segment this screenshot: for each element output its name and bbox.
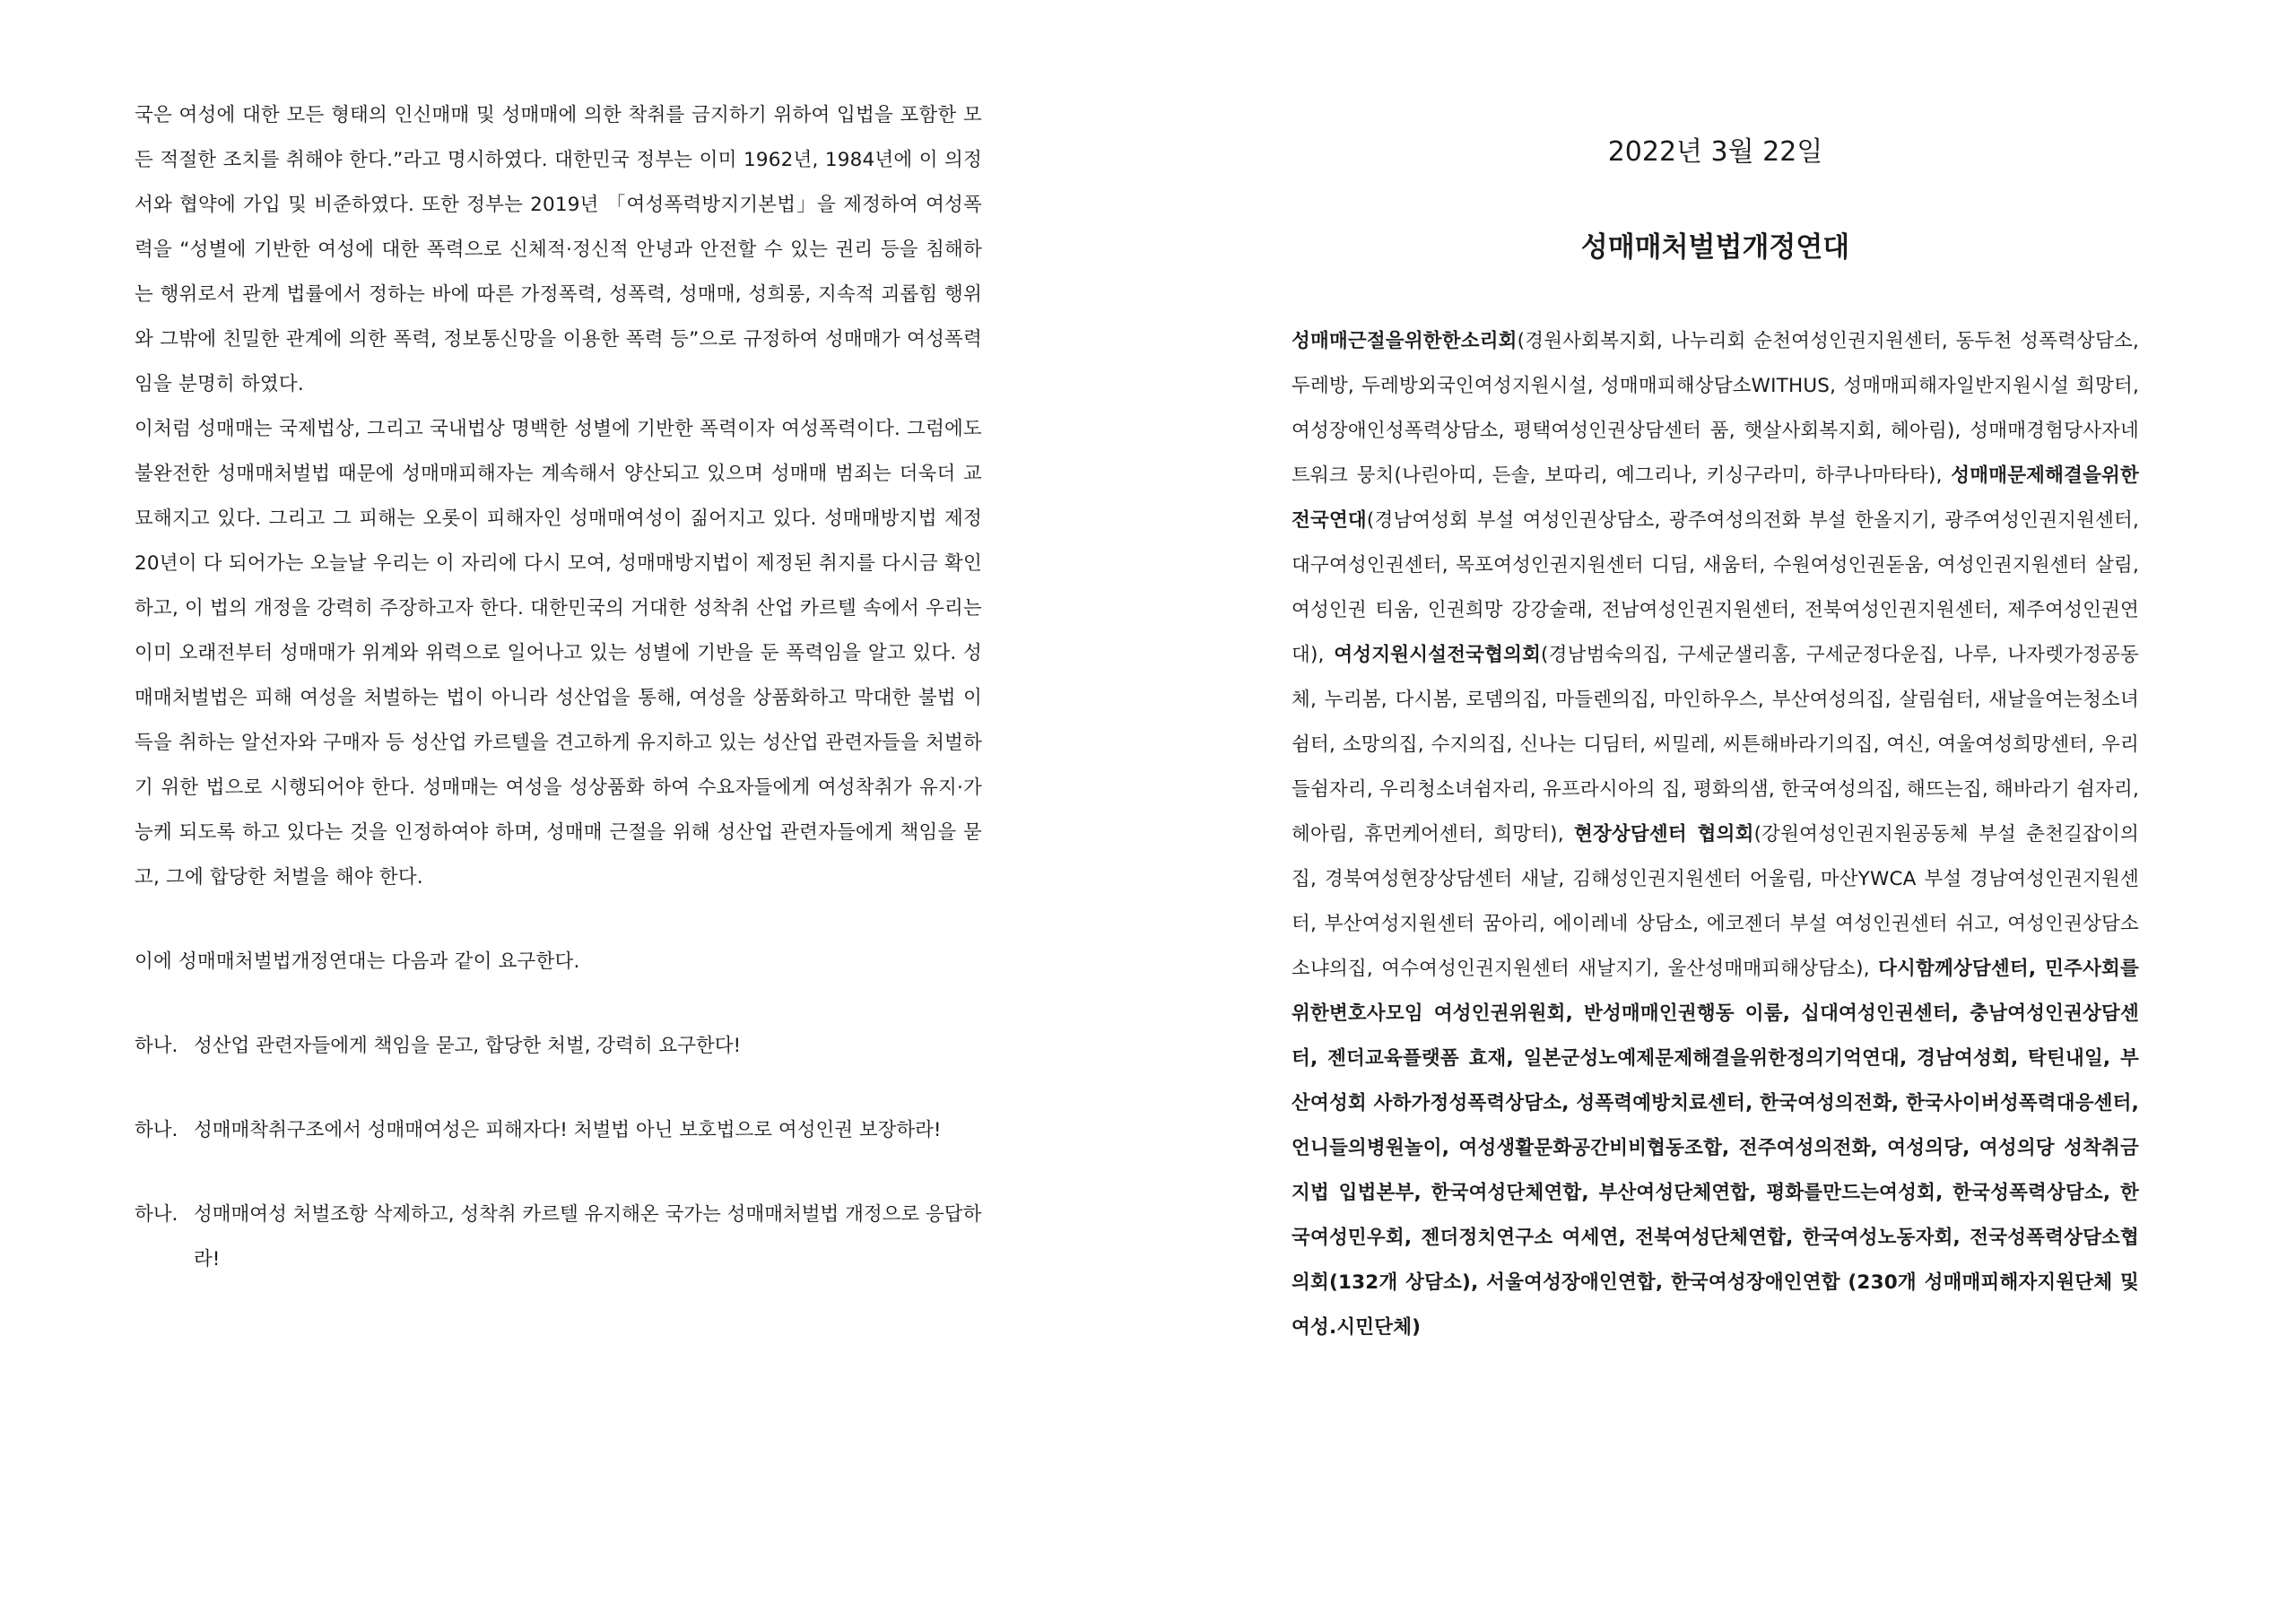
coalition-group-name: 여성지원시설전국협의회 [1334, 644, 1542, 666]
demand-label: 하나. [135, 1035, 178, 1057]
demand-item-1 [135, 1024, 982, 1069]
body-paragraph-2: 이처럼 성매매는 국제법상, 그리고 국내법상 명백한 성별에 기반한 폭력이자 여성폭력이다. 그럼에도 불완전한 성매매처벌법 때문에 성매매피해자는 계속해서 양산되고 있으며 성매매 범죄는 더욱더 교묘해지고 있다. 그리고 그 피해는 오롯이 피해자인 성매매여성이 짊어지고 있다. 성매매방지법 제정 20년이 다 되어가는 오늘날 우리는 이 자리에 다시 모여, 성매매방지법이 제정된 취지를 다시금 확인하고, 이 법의 개정을 강력히 주장하고자 한다. 대한민국의 거대한 성착취 산업 카르텔 속에서 우리는 이미 오래전부터 성매매가 위계와 위력으로 일어나고 있는 성별에 기반을 둔 폭력임을 알고 있다. 성매매처벌법은 피해 여성을 처벌하는 법이 아니라 성산업을 통해, 여성을 상품화하고 막대한 불법 이득을 취하는 알선자와 구매자 등 성산업 카르텔을 견고하게 유지하고 있는 성산업 관련자들을 처벌하기 위한 법으로 시행되어야 한다. 성매매는 여성을 성상품화 하여 수요자들에게 여성착취가 유지·가능케 되도록 하고 있다는 것을 인정하여야 하며, 성매매 근절을 위해 성산업 관련자들에게 책임을 묻고, 그에 합당한 처벌을 해야 한다. [135, 418, 982, 889]
demand-text: 성매매착취구조에서 성매매여성은 피해자다! 처벌법 아닌 보호법으로 여성인권 보장하라! [194, 1119, 942, 1141]
paragraph-gap [135, 1069, 982, 1108]
organization-title: 성매매처벌법개정연대 [1580, 231, 1850, 264]
paragraph-gap [135, 984, 982, 1024]
coalition-group-members: (경원사회복지회, 나누리회 순천여성인권지원센터, 동두천 성폭력상담소, 두레방, 두레방외국인여성지원시설, 성매매피해상담소WITHUS, 성매매피해자일반지원시설 희망터, 여성장애인성폭력상담소, 평택여성인권상담센터 품, 햇살사회복지회, 헤아림), 성매매경험당사자네트워크 뭉치(나린아띠, 든솔, 보따리, 예그리나, 키싱구라미, 하쿠나마타타), [1292, 330, 2139, 487]
body-paragraph-1: 국은 여성에 대한 모든 형태의 인신매매 및 성매매에 의한 착취를 금지하기 위하여 입법을 포함한 모든 적절한 조치를 취해야 한다.”라고 명시하였다. 대한민국 정부는 이미 1962년, 1984년에 이 의정서와 협약에 가입 및 비준하였다. 또한 정부는 2019년 「여성폭력방지기본법」을 제정하여 여성폭력을 “성별에 기반한 여성에 대한 폭력으로 신체적·정신적 안녕과 안전할 수 있는 권리 등을 침해하는 행위로서 관계 법률에서 정하는 바에 따른 가정폭력, 성폭력, 성매매, 성희롱, 지속적 괴롭힘 행위와 그밖에 친밀한 관계에 의한 폭력, 정보통신망을 이용한 폭력 등”으로 규정하여 성매매가 여성폭력임을 분명히 하였다. [135, 104, 982, 395]
paragraph-gap [135, 900, 982, 940]
coalition-group-members: (경남범숙의집, 구세군샐리홈, 구세군정다운집, 나루, 나자렛가정공동체, 누리봄, 다시봄, 로뎀의집, 마들렌의집, 마인하우스, 부산여성의집, 살림쉼터, 새날을여는청소녀쉼터, 소망의집, 수지의집, 신나는 디딤터, 씨밀레, 씨튼해바라기의집, 여신, 여울여성희망센터, 우리들쉼자리, 우리청소녀쉼자리, 유프라시아의 집, 평화의샘, 한국여성의집, 해뜨는집, 해바라기 쉼자리, 헤아림, 휴먼케어센터, 희망터), [1292, 644, 2139, 846]
coalition-group-members: (경남여성회 부설 여성인권상담소, 광주여성의전화 부설 한올지기, 광주여성인권지원센터, 대구여성인권센터, 목포여성인권지원센터 디딤, 새움터, 수원여성인권돋움, 여성인권지원센터 살림, 여성인권 티움, 인권희망 강강술래, 전남여성인권지원센터, 전북여성인권지원센터, 제주여성인권연대), [1292, 509, 2139, 666]
coalition-group-name: 성매매근절을위한한소리회 [1292, 330, 1518, 352]
left-page [135, 93, 982, 1282]
demand-text: 성산업 관련자들에게 책임을 묻고, 합당한 처벌, 강력히 요구한다! [194, 1035, 742, 1057]
statement-date: 2022년 3월 22일 [1607, 136, 1823, 168]
coalition-member-list [1292, 319, 2139, 1350]
demand-label: 하나. [135, 1119, 178, 1141]
demand-label: 하나. [135, 1203, 178, 1226]
coalition-group-name: 성매매문제해결을위한전국연대 [1292, 464, 2139, 532]
coalition-group-members: (강원여성인권지원공동체 부설 춘천길잡이의집, 경북여성현장상담센터 새날, 김해성인권지원센터 어울림, 마산YWCA 부설 경남여성인권지원센터, 부산여성지원센터 꿈아리, 에이레네 상담소, 에코젠더 부설 여성인권센터 쉬고, 여성인권상담소 소냐의집, 여수여성인권지원센터 새날지기, 울산성매매피해상담소), [1292, 823, 2139, 980]
coalition-group-name: 현장상담센터 협의회 [1573, 823, 1754, 846]
right-page [1292, 134, 2139, 1350]
paragraph-gap [135, 1153, 982, 1193]
coalition-other-orgs: 다시함께상담센터, 민주사회를위한변호사모임 여성인권위원회, 반성매매인권행동 이룸, 십대여성인권센터, 충남여성인권상담센터, 젠더교육플랫폼 효재, 일본군성노예제문제해결을위한정의기억연대, 경남여성회, 탁틴내일, 부산여성회 사하가정성폭력상담소, 성폭력예방치료센터, 한국여성의전화, 한국사이버성폭력대응센터, 언니들의병원놀이, 여성생활문화공간비비협동조합, 전주여성의전화, 여성의당, 여성의당 성착취금지법 입법본부, 한국여성단체연합, 부산여성단체연합, 평화를만드는여성회, 한국성폭력상담소, 한국여성민우회, 젠더정치연구소 여세연, 전북여성단체연합, 한국여성노동자회, 전국성폭력상담소협의회(132개 상담소), 서울여성장애인연합, 한국여성장애인연합 (230개 성매매피해자지원단체 및 여성.시민단체) [1292, 958, 2139, 1339]
demand-item-3 [135, 1193, 982, 1282]
demand-item-2 [135, 1108, 982, 1153]
demand-text: 성매매여성 처벌조항 삭제하고, 성착취 카르텔 유지해온 국가는 성매매처벌법 개정으로 응답하라! [194, 1203, 982, 1271]
demands-intro: 이에 성매매처벌법개정연대는 다음과 같이 요구한다. [135, 950, 580, 973]
